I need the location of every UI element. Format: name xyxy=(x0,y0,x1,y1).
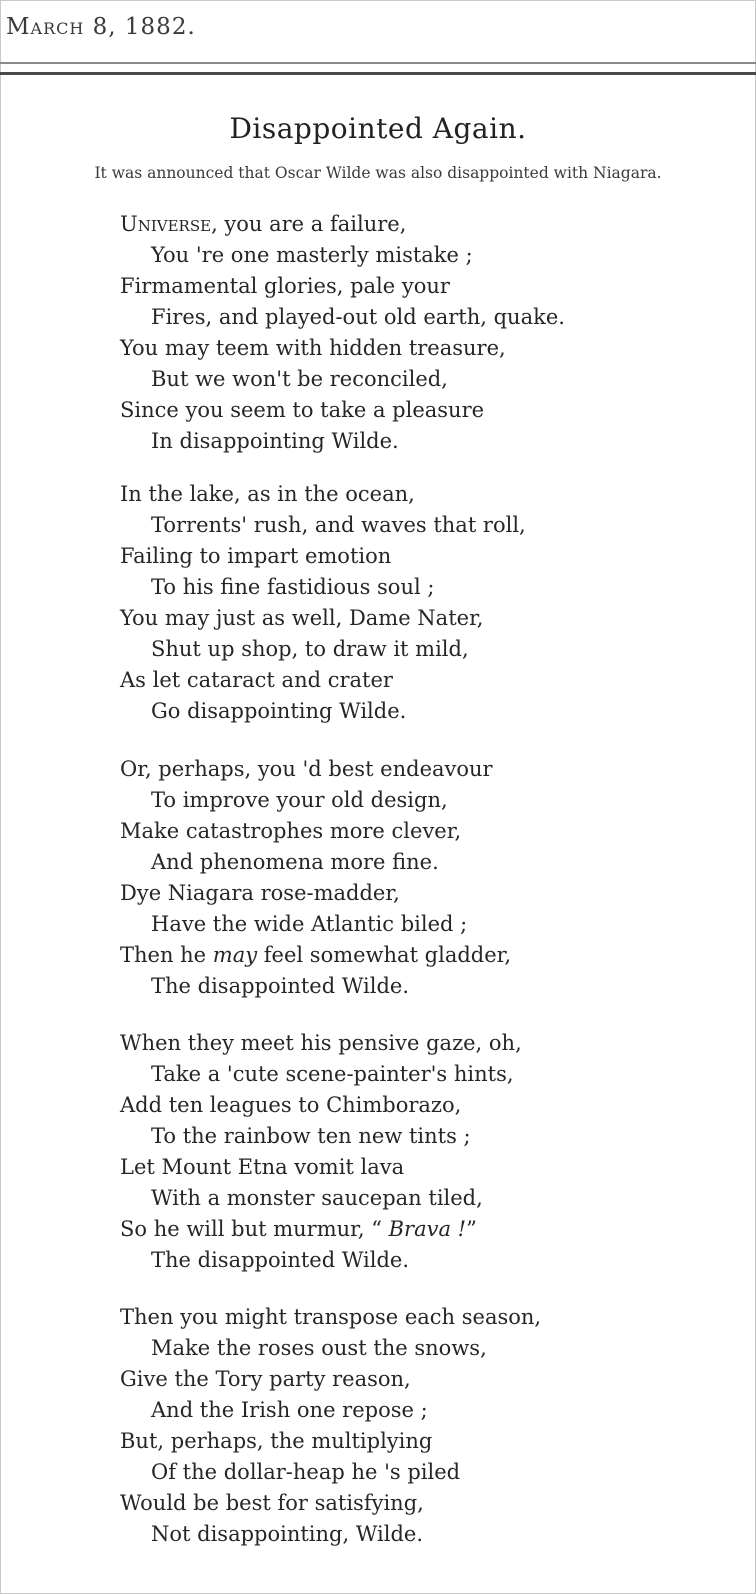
header-rule-thin xyxy=(0,62,756,64)
poem-line xyxy=(120,302,750,333)
poem-line xyxy=(120,572,750,603)
poem-line-text: But, perhaps, the multiplying xyxy=(120,1429,433,1453)
poem-line xyxy=(120,1121,750,1152)
poem-line-text: Make the roses oust the snows, xyxy=(151,1336,487,1360)
poem-line-text: Not disappointing, Wilde. xyxy=(151,1522,424,1546)
poem-line-text: Add ten leagues to Chimborazo, xyxy=(120,1093,462,1117)
poem-line xyxy=(120,1090,750,1121)
poem-line xyxy=(120,1245,750,1276)
poem-line-text: You may teem with hidden treasure, xyxy=(120,336,506,360)
poem-line-text: You 're one masterly mistake ; xyxy=(151,243,473,267)
poem-line-pre: So he will but murmur, “ xyxy=(120,1217,389,1241)
poem-line-text: Let Mount Etna vomit lava xyxy=(120,1155,405,1179)
poem-line-pre: Then he xyxy=(120,943,213,967)
poem-line xyxy=(120,1519,750,1550)
poem-line xyxy=(120,603,750,634)
poem-line-text: Dye Niagara rose-madder, xyxy=(120,881,400,905)
poem-line-text: Go disappointing Wilde. xyxy=(151,699,407,723)
poem-line-text: Torrents' rush, and waves that roll, xyxy=(151,513,526,537)
poem-line-text: , you are a failure, xyxy=(211,212,407,236)
poem-line-text: With a monster saucepan tiled, xyxy=(151,1186,483,1210)
poem-line-text: The disappointed Wilde. xyxy=(151,1248,410,1272)
poem-line xyxy=(120,696,750,727)
poem-line-text: Firmamental glories, pale your xyxy=(120,274,450,298)
poem-line-text: In disappointing Wilde. xyxy=(151,429,399,453)
poem-line xyxy=(120,754,750,785)
poem-line-text: Fires, and played-out old earth, quake. xyxy=(151,305,565,329)
poem-line-text: In the lake, as in the ocean, xyxy=(120,482,415,506)
poem-line-text: And phenomena more fine. xyxy=(151,850,439,874)
poem-line xyxy=(120,1183,750,1214)
poem-line-text: Would be best for satisfying, xyxy=(120,1491,424,1515)
poem-line-text: Then you might transpose each season, xyxy=(120,1305,542,1329)
poem-line-text: When they meet his pensive gaze, oh, xyxy=(120,1031,522,1055)
poem-line-text: And the Irish one repose ; xyxy=(151,1398,428,1422)
poem-line xyxy=(120,1059,750,1090)
poem-line-post: ” xyxy=(466,1217,477,1241)
poem-line-text: You may just as well, Dame Nater, xyxy=(120,606,484,630)
poem-line-em: Brava ! xyxy=(388,1217,467,1241)
stanza-2 xyxy=(120,479,750,727)
poem-line xyxy=(120,1152,750,1183)
poem-line xyxy=(120,1426,750,1457)
poem-line-text: Have the wide Atlantic biled ; xyxy=(151,912,468,936)
poem-line-post: feel somewhat gladder, xyxy=(257,943,512,967)
stanza-1 xyxy=(120,209,750,457)
poem-line xyxy=(120,847,750,878)
poem-line xyxy=(120,479,750,510)
poem-line-text: To his fine fastidious soul ; xyxy=(151,575,435,599)
poem-line-text: As let cataract and crater xyxy=(120,668,393,692)
poem-line xyxy=(120,271,750,302)
poem-title: Disappointed Again. xyxy=(229,112,527,145)
poem-line xyxy=(120,1214,750,1245)
poem-line xyxy=(120,1488,750,1519)
stanza-3 xyxy=(120,754,750,1002)
poem-line-text: The disappointed Wilde. xyxy=(151,974,410,998)
poem-line-text: Make catastrophes more clever, xyxy=(120,819,462,843)
poem-line xyxy=(120,1333,750,1364)
poem-line-text: To the rainbow ten new tints ; xyxy=(151,1124,471,1148)
stanza-5 xyxy=(120,1302,750,1550)
poem-line-em: may xyxy=(212,943,258,967)
poem-line xyxy=(120,1395,750,1426)
poem-line xyxy=(120,816,750,847)
poem-line xyxy=(120,634,750,665)
header-rule-thick xyxy=(0,72,756,75)
poem-line-text: Take a 'cute scene-painter's hints, xyxy=(151,1062,514,1086)
poem-line xyxy=(120,909,750,940)
poem-line xyxy=(120,240,750,271)
poem-line xyxy=(120,395,750,426)
poem-line xyxy=(120,1364,750,1395)
poem-line-text: To improve your old design, xyxy=(151,788,448,812)
poem-line xyxy=(120,1028,750,1059)
poem-line xyxy=(120,541,750,572)
poem-line xyxy=(120,665,750,696)
poem-line-text: Or, perhaps, you 'd best endeavour xyxy=(120,757,493,781)
poem-line xyxy=(120,426,750,457)
dateline: March 8, 1882. xyxy=(6,14,196,40)
poem-epigraph: It was announced that Oscar Wilde was also disappointed with Niagara. xyxy=(94,164,662,182)
poem-line-text: Give the Tory party reason, xyxy=(120,1367,411,1391)
poem-line xyxy=(120,878,750,909)
poem-line xyxy=(120,785,750,816)
poem-line xyxy=(120,1457,750,1488)
poem-line xyxy=(120,209,750,240)
poem-line xyxy=(120,1302,750,1333)
poem-line xyxy=(120,971,750,1002)
poem-line xyxy=(120,510,750,541)
poem-line xyxy=(120,333,750,364)
poem-line-lead: Universe xyxy=(120,212,212,236)
stanza-4 xyxy=(120,1028,750,1276)
poem-line-text: Failing to impart emotion xyxy=(120,544,392,568)
poem-line xyxy=(120,940,750,971)
poem-line-text: Of the dollar-heap he 's piled xyxy=(151,1460,461,1484)
poem-line xyxy=(120,364,750,395)
poem-line-text: Since you seem to take a pleasure xyxy=(120,398,485,422)
poem-line-text: But we won't be reconciled, xyxy=(151,367,448,391)
poem-line-text: Shut up shop, to draw it mild, xyxy=(151,637,469,661)
